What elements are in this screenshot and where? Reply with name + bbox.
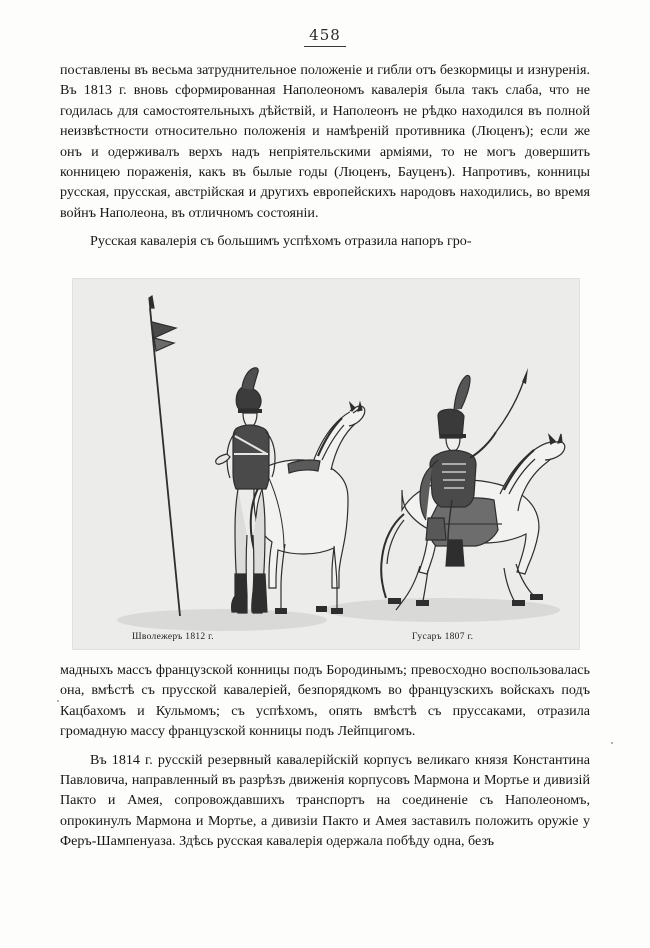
illustration-artwork — [72, 278, 580, 650]
cavalry-illustration — [72, 278, 580, 650]
page-number — [0, 26, 650, 47]
paragraph: Русская кавалерія съ большимъ успѣхомъ отразила напоръ гро- — [90, 233, 472, 250]
paragraph: мадныхъ массъ французской конницы подъ Бородинымъ; превосходно воспользовалась она, вмѣстѣ съ прусской кавалеріей, безпорядкомъ во французскихъ войскахъ подъ Кацбахомъ и Кульмомъ; съ успѣхомъ, опять вмѣстѣ съ пруссаками, отразила громадную массу французской конницы подъ Лейпцигомъ. — [60, 662, 590, 740]
paragraph: Въ 1814 г. русскій резервный кавалерійскій корпусъ великаго князя Константина Павловича, направленный въ разрѣзъ движенія корпусовъ Мармона и Мортье и дивизій Пакто и Амея, сопровождавшихъ транспортъ на соединеніе съ Наполеономъ, опрокинулъ Мармона и Мортье, а дивизіи Пакто и Амея заставилъ положить оружіе у Феръ-Шампенуаза. Здѣсь русская кавалерія одержала побѣду одна, безъ — [60, 751, 590, 850]
caption-left: Шволежеръ 1812 г. — [132, 632, 214, 642]
page-number-rule — [304, 46, 346, 47]
paper-speck — [611, 742, 613, 744]
paper-speck — [57, 700, 59, 702]
caption-right: Гусаръ 1807 г. — [412, 632, 474, 642]
page-number-value: 458 — [309, 26, 341, 44]
figure-captions — [72, 632, 580, 648]
body-text-bottom — [60, 660, 590, 852]
paragraph: поставлены въ весьма затруднительное положеніе и гибли отъ безкормицы и изнуренія. Въ 1813 г. вновь сформированная Наполеономъ кавалерія была такъ слаба, что не годилась для самостоятельныхъ дѣйствій, и Наполеонъ не рѣдко находился въ полной неизвѣстности относительно положенія и намѣреній противника (Люценъ); если же онъ и одерживалъ верхъ надъ непріятельскими арміями, то не могъ довершить конницею пораженія, какъ въ былые годы (Люценъ, Бауценъ). Напротивъ, конницы русская, прусская, австрійская и другихъ европейскихъ народовъ находились, во время войнъ Наполеона, въ отличномъ состояніи. — [60, 62, 590, 221]
body-text-top — [60, 60, 590, 252]
